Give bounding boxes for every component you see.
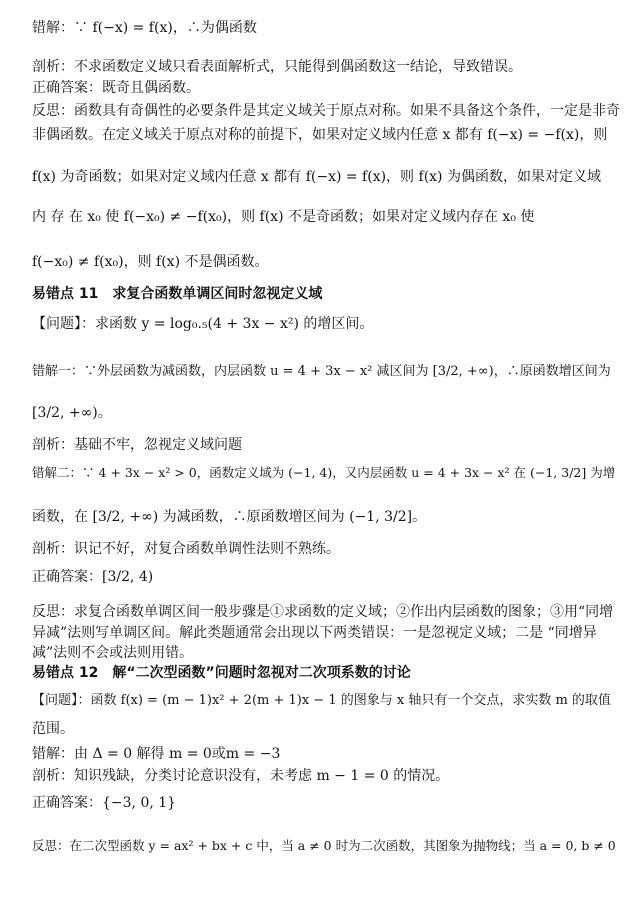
text-line: 内 存 在 x₀ 使 f(−x₀) ≠ −f(x₀)，则 f(x) 不是奇函数；如果对定义域内存在 x₀ 使 xyxy=(32,209,535,225)
text-line: 错解：由 Δ = 0 解得 m = 0或m = −3 xyxy=(32,746,281,762)
text-line: [3/2, +∞)。 xyxy=(32,405,112,421)
text-line: 非偶函数。在定义域关于原点对称的前提下，如果对定义域内任意 x 都有 f(−x) = −f(x)，则 xyxy=(32,127,608,143)
text-line: f(−x₀) ≠ f(x₀)，则 f(x) 不是偶函数。 xyxy=(32,254,269,270)
correct-answer: 正确答案：{−3, 0, 1} xyxy=(32,795,177,811)
section-heading-11: 易错点 11 求复合函数单调区间时忽视定义域 xyxy=(32,286,323,302)
text-line: 错解二：∵ 4 + 3x − x² > 0，函数定义域为 (−1, 4)，又内层函数 u = 4 + 3x − x² 在 (−1, 3/2] 为增 xyxy=(32,465,616,480)
text-line: 错解一：∵外层函数为减函数，内层函数 u = 4 + 3x − x² 减区间为 [3/2, +∞)，∴原函数增区间为 xyxy=(32,364,611,379)
text-line: 函数，在 [3/2, +∞) 为减函数，∴原函数增区间为 (−1, 3/2]。 xyxy=(32,509,427,525)
text-line: 正确答案：既奇且偶函数。 xyxy=(32,80,200,96)
text-line: f(x) 为奇函数；如果对定义域内任意 x 都有 f(−x) = f(x)，则 f(x) 为偶函数，如果对定义域 xyxy=(32,169,601,185)
text-line: 反思：在二次型函数 y = ax² + bx + c 中，当 a ≠ 0 时为二次函数，其图象为抛物线；当 a = 0, b ≠ 0 xyxy=(32,838,616,853)
text-line: 反思：求复合函数单调区间一般步骤是①求函数的定义域；②作出内层函数的图象；③用“同增 xyxy=(32,604,614,620)
text-line: 反思：函数具有奇偶性的必要条件是其定义域关于原点对称。如果不具备这个条件，一定是非奇 xyxy=(32,103,620,119)
text-line: 剖析：知识残缺，分类讨论意识没有，未考虑 m − 1 = 0 的情况。 xyxy=(32,768,450,784)
text-line: 错解：∵ f(−x) = f(x)，∴为偶函数 xyxy=(32,20,257,36)
correct-answer: 正确答案：[3/2, 4) xyxy=(32,569,154,585)
problem-statement: 【问题】：函数 f(x) = (m − 1)x² + 2(m + 1)x − 1 的图象与 x 轴只有一个交点，求实数 m 的取值 xyxy=(32,693,611,708)
text-line: 剖析：不求函数定义域只看表面解析式，只能得到偶函数这一结论，导致错误。 xyxy=(32,59,522,75)
text-line: 剖析：基础不牢，忽视定义域问题 xyxy=(32,437,242,453)
text-line: 剖析：识记不好，对复合函数单调性法则不熟练。 xyxy=(32,541,340,557)
text-line: 异减”法则写单调区间。解此类题通常会出现以下两类错误：一是忽视定义域；二是 “同增异 xyxy=(32,625,597,641)
section-heading-12: 易错点 12 解“二次型函数”问题时忽视对二次项系数的讨论 xyxy=(32,665,411,681)
problem-statement: 【问题】：求函数 y = log₀.₅(4 + 3x − x²) 的增区间。 xyxy=(32,316,374,332)
text-line: 范围。 xyxy=(32,721,74,737)
text-line: 减”法则不会或法则用错。 xyxy=(32,645,194,661)
